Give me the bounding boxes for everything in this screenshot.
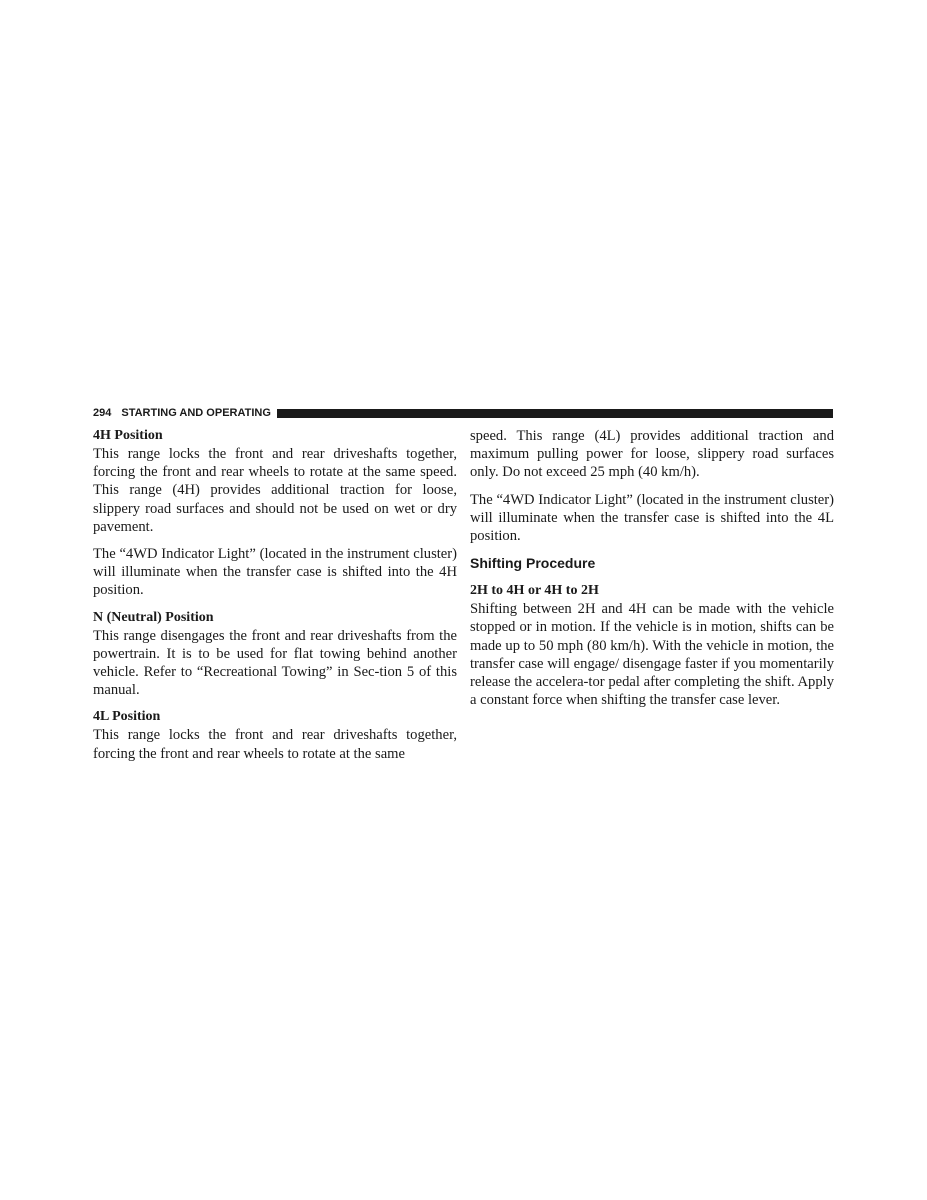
left-column [93,427,457,772]
paragraph-4h-indicator: The “4WD Indicator Light” (located in the instrument cluster) will illuminate when the transfer case is shifted into the 4H position. [93,546,457,599]
page-number: 294 [93,407,112,419]
paragraph-neutral-description: This range disengages the front and rear driveshafts from the powertrain. It is to be used for flat towing behind another vehicle. Refer to “Recreational Towing” in Sec-tion 5 of this manual. [93,627,457,699]
heading-4l-position: 4L Position [93,709,161,725]
paragraph-4l-indicator: The “4WD Indicator Light” (located in the instrument cluster) will illuminate when the transfer case is shifted into the 4L position. [470,491,834,545]
heading-shifting-procedure: Shifting Procedure [470,555,596,572]
section-title: STARTING AND OPERATING [121,407,271,419]
paragraph-4h-description: This range locks the front and rear driveshafts together, forcing the front and rear wheels to rotate at the same speed. This range (4H) provides additional traction for loose, slippery road surfaces and should not be used on wet or dry pavement. [93,446,457,535]
right-column [470,427,834,718]
heading-4h-position: 4H Position [93,428,163,443]
paragraph-shifting-description: Shifting between 2H and 4H can be made with the vehicle stopped or in motion. If the vehicle is in motion, shifts can be made up to 50 mph (80 km/h). With the vehicle in motion, the transfer case will engage/ disengage faster if you momentarily release the accelera-tor pedal after completing the shift. Apply a constant force when shifting the transfer case lever. [470,601,834,709]
paragraph-4l-description-start: This range locks the front and rear driveshafts together, forcing the front and rear wheels to rotate at the same [93,727,457,762]
heading-neutral-position: N (Neutral) Position [93,609,214,625]
page-header [93,405,833,421]
paragraph-4l-description-end: speed. This range (4L) provides additional traction and maximum pulling power for loose, slippery road surfaces only. Do not exceed 25 mph (40 km/h). [470,428,834,481]
heading-2h-4h-shift: 2H to 4H or 4H to 2H [470,583,599,599]
header-rule [277,409,833,418]
